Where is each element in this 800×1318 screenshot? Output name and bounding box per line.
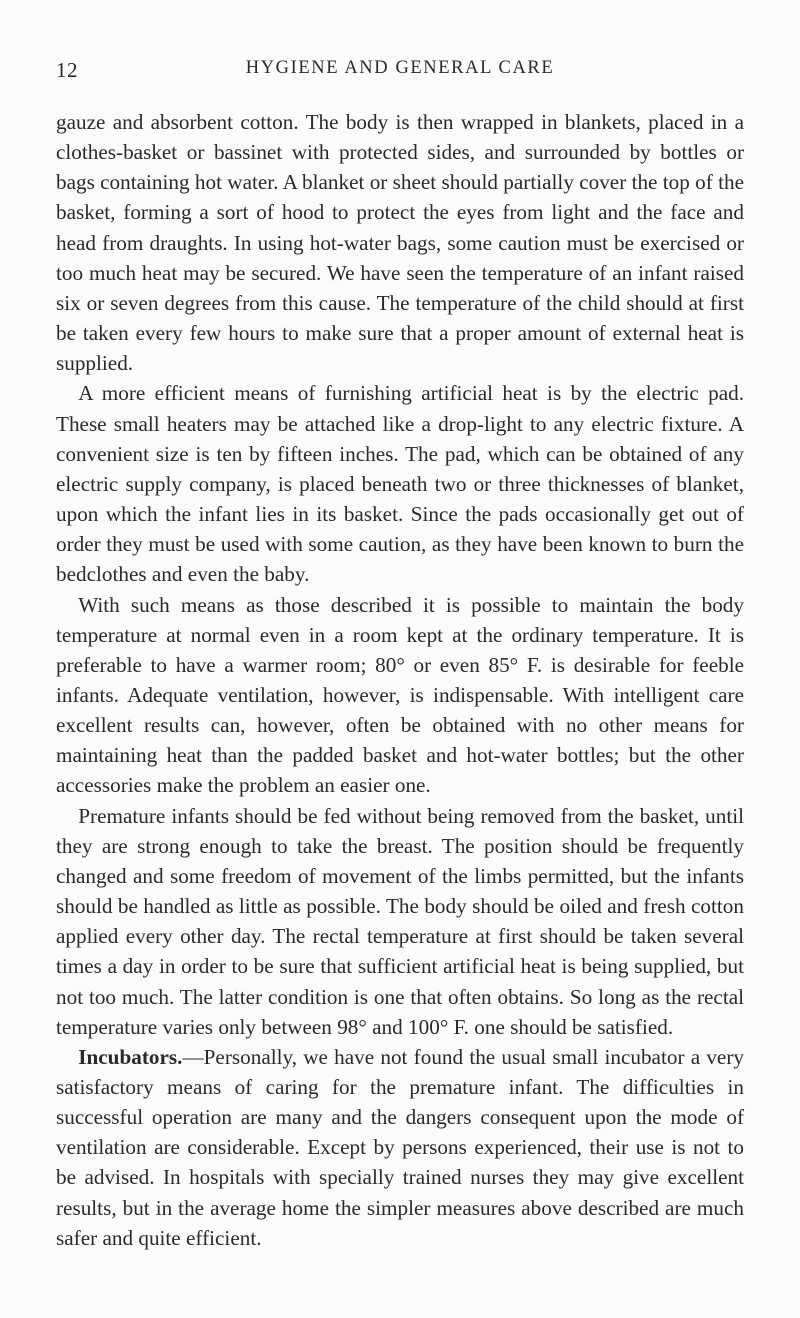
running-head-title: HYGIENE AND GENERAL CARE xyxy=(245,58,555,78)
incubators-text: —Personally, we have not found the usual small incubator a very satisfactory means of caring for the premature infant. The difficulties in successful operation are many and the dangers consequent upon the mode of ventilation are considerable. Except by persons experienced, their use is not to be advised. In hospitals with specially trained nurses they may give excellent results, but in the average home the simpler measures above described are much safer and quite efficient. xyxy=(56,1044,744,1250)
page-number: 12 xyxy=(56,58,78,82)
paragraph-electric-pad: A more efficient means of furnishing artificial heat is by the electric pad. These small heaters may be attached like a drop-light to any electric fixture. A convenient size is ten by fifteen inches. The pad, which can be obtained of any electric supply company, is placed beneath two or three thicknesses of blanket, upon which the infant lies in its basket. Since the pads occasionally get out of order they must be used with some caution, as they have been known to burn the bedclothes and even the baby. xyxy=(56,381,744,587)
incubators-heading: Incubators. xyxy=(78,1044,183,1069)
paragraph-incubators xyxy=(56,1042,744,1253)
paragraph-feeding: Premature infants should be fed without being removed from the basket, until they are strong enough to take the breast. The position should be frequently changed and some freedom of movement of the limbs permitted, but the infants should be handled as little as possible. The body should be oiled and fresh cotton applied every other day. The rectal temperature at first should be taken several times a day in order to be sure that sufficient artificial heat is being supplied, but not too much. The latter condition is one that often obtains. So long as the rectal temperature varies only between 98° and 100° F. one should be satisfied. xyxy=(56,803,744,1039)
running-head xyxy=(56,58,744,98)
body-text xyxy=(56,107,744,1253)
paragraph-continuation: gauze and absorbent cotton. The body is then wrapped in blankets, placed in a clothes-basket or bassinet with protected sides, and surrounded by bottles or bags containing hot water. A blanket or sheet should partially cover the top of the basket, forming a sort of hood to protect the eyes from light and the face and head from draughts. In using hot-water bags, some caution must be exercised or too much heat may be secured. We have seen the temperature of an infant raised six or seven degrees from this cause. The temperature of the child should at first be taken every few hours to make sure that a proper amount of external heat is supplied. xyxy=(56,110,744,376)
paragraph-body-temperature: With such means as those described it is possible to maintain the body temperature at normal even in a room kept at the ordinary temperature. It is preferable to have a warmer room; 80° or even 85° F. is desirable for feeble infants. Adequate ventilation, however, is indispensable. With intelligent care excellent results can, however, often be obtained with no other means for maintaining heat than the padded basket and hot-water bottles; but the other accessories make the problem an easier one. xyxy=(56,592,744,798)
